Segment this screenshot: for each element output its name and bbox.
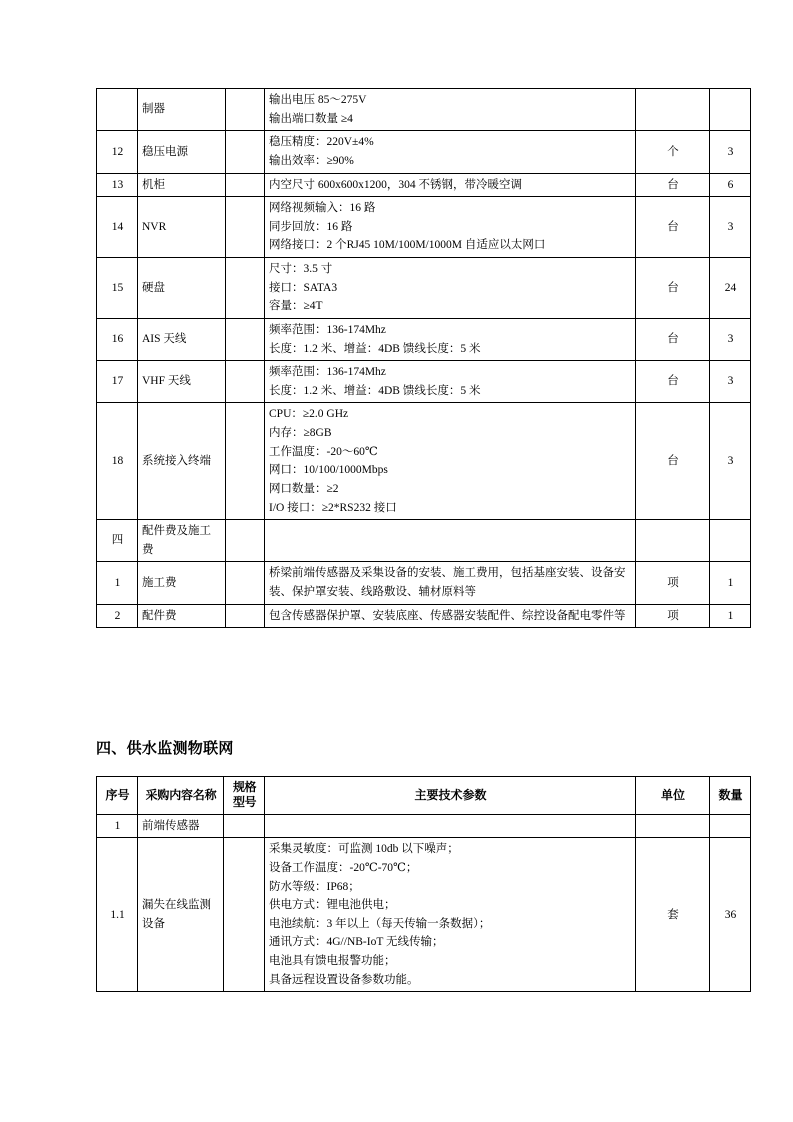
column-header-unit: 单位: [636, 777, 710, 815]
param-line: 频率范围：136-174Mhz: [269, 323, 386, 336]
table-row: [97, 403, 751, 520]
cell-seq: 1: [97, 562, 138, 604]
cell-name: AIS 天线: [138, 318, 226, 360]
cell-seq: 16: [97, 318, 138, 360]
param-line: 网口：10/100/1000Mbps: [269, 464, 388, 477]
cell-unit: 台: [636, 403, 710, 520]
param-line: 容量：≥4T: [269, 300, 323, 313]
cell-spec: [226, 318, 265, 360]
cell-name: 漏失在线监测设备: [138, 838, 224, 992]
cell-qty: 36: [710, 838, 751, 992]
param-line: 电池具有馈电报警功能；: [269, 955, 396, 968]
cell-qty: [710, 814, 751, 838]
cell-unit: [636, 89, 710, 131]
cell-unit: 项: [636, 604, 710, 628]
cell-spec: [226, 361, 265, 403]
param-line: 具备远程设置设备参数功能。: [269, 973, 419, 986]
param-line: 内存：≥8GB: [269, 427, 332, 439]
cell-seq: 13: [97, 173, 138, 197]
cell-unit: 台: [636, 173, 710, 197]
cell-params: [265, 197, 636, 258]
param-line: 接口：SATA3: [269, 281, 338, 294]
cell-spec: [224, 838, 265, 992]
cell-spec: [226, 604, 265, 628]
param-line: 内空尺寸 600x600x1200，304 不锈钢，带冷暖空调: [269, 178, 522, 191]
cell-seq: 18: [97, 403, 138, 520]
cell-name: 配件费及施工费: [138, 520, 226, 562]
cell-unit: [636, 814, 710, 838]
table-body: [97, 814, 751, 992]
param-line: 输出效率：≥90%: [269, 154, 354, 167]
cell-params: [265, 838, 636, 992]
table-header-row: [97, 777, 751, 815]
cell-params: [265, 89, 636, 131]
param-line: CPU：≥2.0 GHz: [269, 408, 349, 421]
cell-spec: [226, 131, 265, 173]
column-header-spec: 规格型号: [224, 777, 265, 815]
water-supply-iot-table: [96, 776, 751, 992]
param-line: 设备工作温度：-20℃-70℃；: [269, 861, 418, 874]
cell-spec: [226, 258, 265, 319]
equipment-spec-table-continued: [96, 88, 751, 628]
param-line: 网口数量：≥2: [269, 482, 339, 495]
table-row: [97, 361, 751, 403]
cell-name: NVR: [138, 197, 226, 258]
cell-qty: 3: [710, 318, 751, 360]
cell-params: [265, 814, 636, 838]
param-line: 频率范围：136-174Mhz: [269, 366, 386, 379]
cell-seq: [97, 89, 138, 131]
param-line: 网络视频输入：16 路: [269, 202, 376, 215]
table-row: [97, 604, 751, 628]
cell-unit: 项: [636, 562, 710, 604]
cell-qty: [710, 89, 751, 131]
cell-name: 前端传感器: [138, 814, 224, 838]
cell-spec: [226, 403, 265, 520]
cell-unit: 套: [636, 838, 710, 992]
cell-seq: 12: [97, 131, 138, 173]
table-row: [97, 562, 751, 604]
table-header: [97, 777, 751, 815]
cell-spec: [226, 562, 265, 604]
cell-name: 硬盘: [138, 258, 226, 319]
cell-spec: [226, 89, 265, 131]
cell-params: [265, 361, 636, 403]
cell-unit: 台: [636, 197, 710, 258]
param-line: 长度：1.2 米、增益：4DB 馈线长度：5 米: [269, 342, 481, 355]
param-line: 输出电压 85～275V: [269, 94, 367, 106]
cell-params: [265, 520, 636, 562]
table-row: [97, 197, 751, 258]
param-line: 同步回放：16 路: [269, 220, 353, 233]
cell-params: [265, 604, 636, 628]
cell-unit: [636, 520, 710, 562]
cell-spec: [226, 197, 265, 258]
table-row: [97, 258, 751, 319]
param-line: I/O 接口：≥2*RS232 接口: [269, 501, 397, 514]
table-row: [97, 89, 751, 131]
table-row: [97, 318, 751, 360]
param-line: 通讯方式：4G//NB-IoT 无线传输；: [269, 936, 444, 949]
cell-name: 系统接入终端: [138, 403, 226, 520]
param-line: 供电方式：锂电池供电；: [269, 899, 396, 912]
water-supply-iot-table-wrapper: [96, 776, 751, 992]
param-line: 采集灵敏度：可监测 10db 以下噪声；: [269, 843, 459, 856]
cell-name: 机柜: [138, 173, 226, 197]
cell-qty: 3: [710, 131, 751, 173]
cell-qty: 3: [710, 361, 751, 403]
cell-params: [265, 173, 636, 197]
table-row: [97, 173, 751, 197]
cell-spec: [226, 520, 265, 562]
param-paragraph: 包含传感器保护罩、安装底座、传感器安装配件、综控设备配电零件等: [269, 609, 626, 622]
cell-qty: 6: [710, 173, 751, 197]
cell-params: [265, 562, 636, 604]
table-row: [97, 838, 751, 992]
section-heading: 四、供水监测物联网: [96, 739, 234, 757]
param-line: 电池续航：3 年以上（每天传输一条数据）；: [269, 917, 491, 930]
table-row: [97, 131, 751, 173]
param-line: 稳压精度：220V±4%: [269, 136, 374, 149]
param-line: 尺寸：3.5 寸: [269, 263, 333, 275]
cell-name: 稳压电源: [138, 131, 226, 173]
cell-spec: [224, 814, 265, 838]
cell-spec: [226, 173, 265, 197]
cell-qty: 1: [710, 604, 751, 628]
column-header-qty: 数量: [710, 777, 751, 815]
table-row: [97, 814, 751, 838]
param-line: 网络接口：2 个RJ45 10M/100M/1000M 自适应以太网口: [269, 239, 546, 252]
column-header-seq: 序号: [97, 777, 138, 815]
cell-unit: 个: [636, 131, 710, 173]
param-line: 长度：1.2 米、增益：4DB 馈线长度：5 米: [269, 384, 481, 397]
cell-seq: 2: [97, 604, 138, 628]
cell-name: 制器: [138, 89, 226, 131]
cell-seq: 15: [97, 258, 138, 319]
cell-qty: [710, 520, 751, 562]
param-paragraph: 桥梁前端传感器及采集设备的安装、施工费用，包括基座安装、设备安装、保护罩安装、线路敷设、辅材原料等: [269, 567, 626, 598]
cell-unit: 台: [636, 258, 710, 319]
cell-unit: 台: [636, 318, 710, 360]
param-line: 工作温度：-20～60℃: [269, 445, 378, 458]
cell-params: [265, 258, 636, 319]
cell-seq: 17: [97, 361, 138, 403]
cell-qty: 1: [710, 562, 751, 604]
table-body: [97, 89, 751, 628]
column-header-name: 采购内容名称: [138, 777, 224, 815]
param-line: 防水等级：IP68；: [269, 880, 360, 893]
cell-name: 配件费: [138, 604, 226, 628]
cell-qty: 24: [710, 258, 751, 319]
cell-params: [265, 318, 636, 360]
cell-name: VHF 天线: [138, 361, 226, 403]
cell-seq: 四: [97, 520, 138, 562]
cell-seq: 1: [97, 814, 138, 838]
cell-params: [265, 403, 636, 520]
cell-qty: 3: [710, 197, 751, 258]
param-line: 输出端口数量 ≥4: [269, 112, 353, 125]
cell-name: 施工费: [138, 562, 226, 604]
equipment-spec-table-continued-wrapper: [96, 88, 751, 628]
cell-qty: 3: [710, 403, 751, 520]
cell-seq: 14: [97, 197, 138, 258]
table-row: [97, 520, 751, 562]
column-header-param: 主要技术参数: [265, 777, 636, 815]
cell-params: [265, 131, 636, 173]
cell-seq: 1.1: [97, 838, 138, 992]
cell-unit: 台: [636, 361, 710, 403]
